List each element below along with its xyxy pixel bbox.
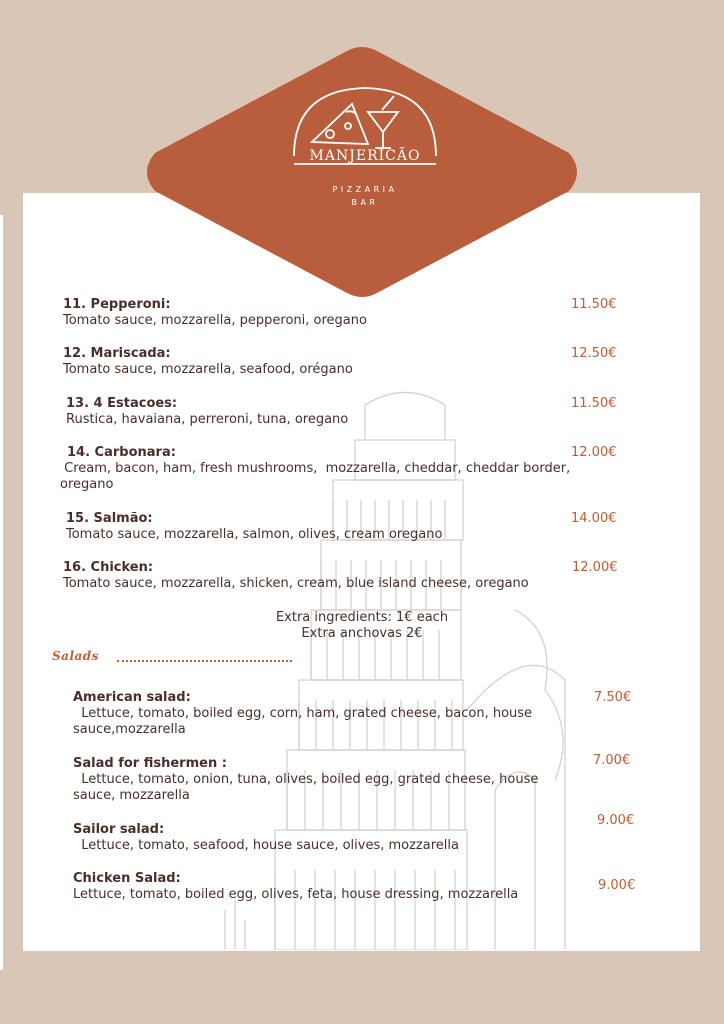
item-description: Rustica, havaiana, perreroni, tuna, oregano (66, 412, 349, 427)
extra-ingredients-note: Extra ingredients: 1€ each (275, 610, 449, 625)
item-name: 13. 4 Estacoes: (66, 396, 178, 411)
extra-anchovas-note: Extra anchovas 2€ (301, 626, 423, 641)
item-price: 9.00€ (598, 878, 636, 893)
item-price: 12.50€ (571, 346, 617, 361)
item-description: Lettuce, tomato, onion, tuna, olives, boiled egg, grated cheese, house sauce, mozzarella (73, 772, 539, 803)
item-price: 11.50€ (571, 396, 617, 411)
item-price: 7.50€ (594, 690, 632, 705)
item-name: 12. Mariscada: (63, 346, 171, 361)
salads-dotted-rule (117, 660, 292, 662)
brand-subtitle-bar: BAR (351, 198, 379, 207)
item-name: Chicken Salad: (73, 871, 181, 886)
salads-heading: Salads (52, 649, 99, 663)
menu-item-pepperoni (63, 297, 367, 329)
left-edge-strip (0, 215, 3, 970)
brand-name: MANJERICÃO (309, 148, 421, 164)
cocktail-glass-icon (368, 112, 398, 148)
item-price: 7.00€ (593, 753, 631, 768)
item-price: 9.00€ (597, 813, 635, 828)
item-price: 12.00€ (571, 445, 617, 460)
item-name: Salad for fishermen : (73, 756, 227, 771)
item-description: Lettuce, tomato, boiled egg, olives, feta, house dressing, mozzarella (73, 887, 519, 902)
item-description: Tomato sauce, mozzarella, seafood, orégano (63, 362, 353, 377)
menu-item-salmao (66, 511, 442, 543)
menu-item-carbonara (60, 445, 630, 493)
item-name: 11. Pepperoni: (63, 297, 171, 312)
item-name: Sailor salad: (73, 822, 165, 837)
item-price: 14.00€ (571, 511, 617, 526)
item-description: Tomato sauce, mozzarella, pepperoni, oregano (63, 313, 367, 328)
salad-item-chicken (73, 871, 593, 903)
item-description: Lettuce, tomato, boiled egg, corn, ham, grated cheese, bacon, house sauce,mozzarella (73, 706, 533, 737)
menu-item-chicken (63, 560, 529, 592)
brand-subtitle-pizzaria: PIZZARIA (332, 185, 398, 194)
item-price: 11.50€ (571, 297, 617, 312)
item-description: Lettuce, tomato, seafood, house sauce, olives, mozzarella (73, 838, 459, 853)
item-description: Tomato sauce, mozzarella, shicken, cream, blue island cheese, oregano (63, 576, 529, 591)
salad-item-fishermen (73, 756, 593, 804)
item-description: Cream, bacon, ham, fresh mushrooms, mozzarella, cheddar, cheddar border, oregano (60, 461, 571, 492)
pizza-slice-icon (312, 104, 368, 144)
salad-item-american (73, 690, 593, 738)
item-price: 12.00€ (572, 560, 618, 575)
item-description: Tomato sauce, mozzarella, salmon, olives, cream oregano (66, 527, 443, 542)
menu-item-4-estacoes (66, 396, 348, 428)
item-name: American salad: (73, 690, 191, 705)
salad-item-sailor (73, 822, 593, 854)
item-name: 15. Salmão: (66, 511, 153, 526)
item-name: 14. Carbonara: (67, 445, 176, 460)
menu-item-mariscada (63, 346, 353, 378)
item-name: 16. Chicken: (63, 560, 154, 575)
